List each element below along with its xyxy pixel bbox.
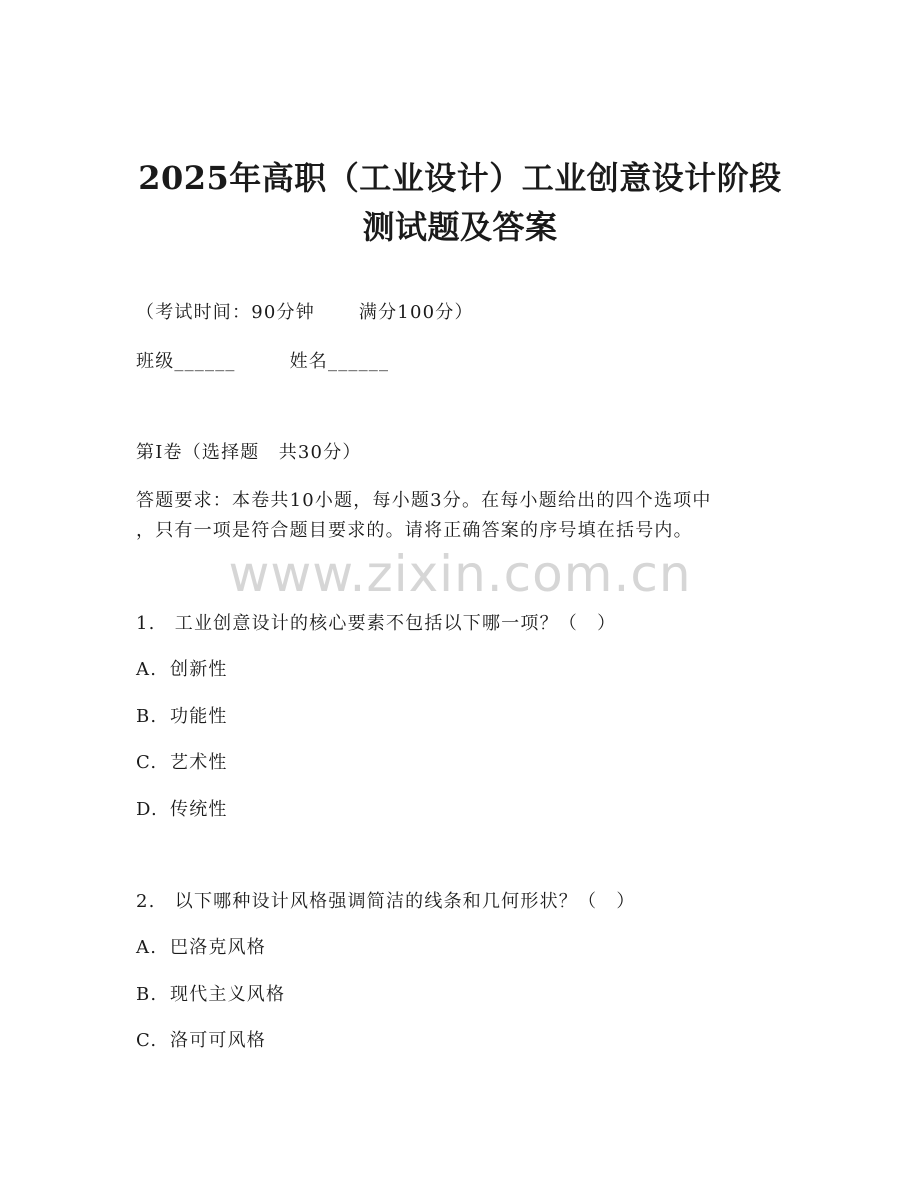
section-heading: 第I卷（选择题 共30分）	[136, 442, 362, 463]
exam-full-score: 满分100分）	[358, 302, 474, 323]
name-field: 姓名______	[289, 351, 390, 372]
exam-time: （考试时间：90分钟	[136, 302, 315, 323]
option-text: 现代主义风格	[170, 984, 286, 1005]
option-letter: A.	[136, 937, 158, 958]
option-letter: B.	[136, 984, 158, 1005]
document-title-line-1: 2025年高职（工业设计）工业创意设计阶段	[138, 159, 782, 197]
option-letter: D.	[136, 799, 158, 820]
document-title-line-2: 测试题及答案	[362, 208, 558, 246]
student-info	[136, 349, 389, 375]
option-letter: B.	[136, 706, 158, 727]
question-2-option-a	[136, 935, 266, 961]
question-1-option-a	[136, 657, 228, 683]
section-instructions-line-2: ，只有一项是符合题目要求的。请将正确答案的序号填在括号内。	[136, 520, 693, 541]
question-1-option-c	[136, 750, 228, 776]
option-text: 巴洛克风格	[170, 937, 266, 958]
option-text: 洛可可风格	[170, 1030, 266, 1051]
option-letter: A.	[136, 659, 158, 680]
question-1-option-d	[136, 797, 228, 823]
class-field: 班级______	[136, 351, 236, 372]
option-text: 功能性	[170, 706, 228, 727]
option-letter: C.	[136, 1030, 158, 1051]
option-text: 传统性	[170, 799, 228, 820]
question-2-option-b	[136, 982, 285, 1008]
section-instructions-line-1: 答题要求：本卷共10小题，每小题3分。在每小题给出的四个选项中	[136, 490, 712, 511]
option-letter: C.	[136, 752, 158, 773]
question-1-option-b	[136, 704, 228, 730]
option-text: 创新性	[170, 659, 228, 680]
question-2-option-c	[136, 1028, 266, 1054]
watermark: www.zixin.com.cn	[228, 545, 692, 603]
question-1-stem: 1. 工业创意设计的核心要素不包括以下哪一项？（ ）	[136, 613, 617, 634]
exam-info	[136, 300, 474, 326]
question-2-stem: 2. 以下哪种设计风格强调简洁的线条和几何形状？（ ）	[136, 891, 636, 912]
option-text: 艺术性	[170, 752, 228, 773]
